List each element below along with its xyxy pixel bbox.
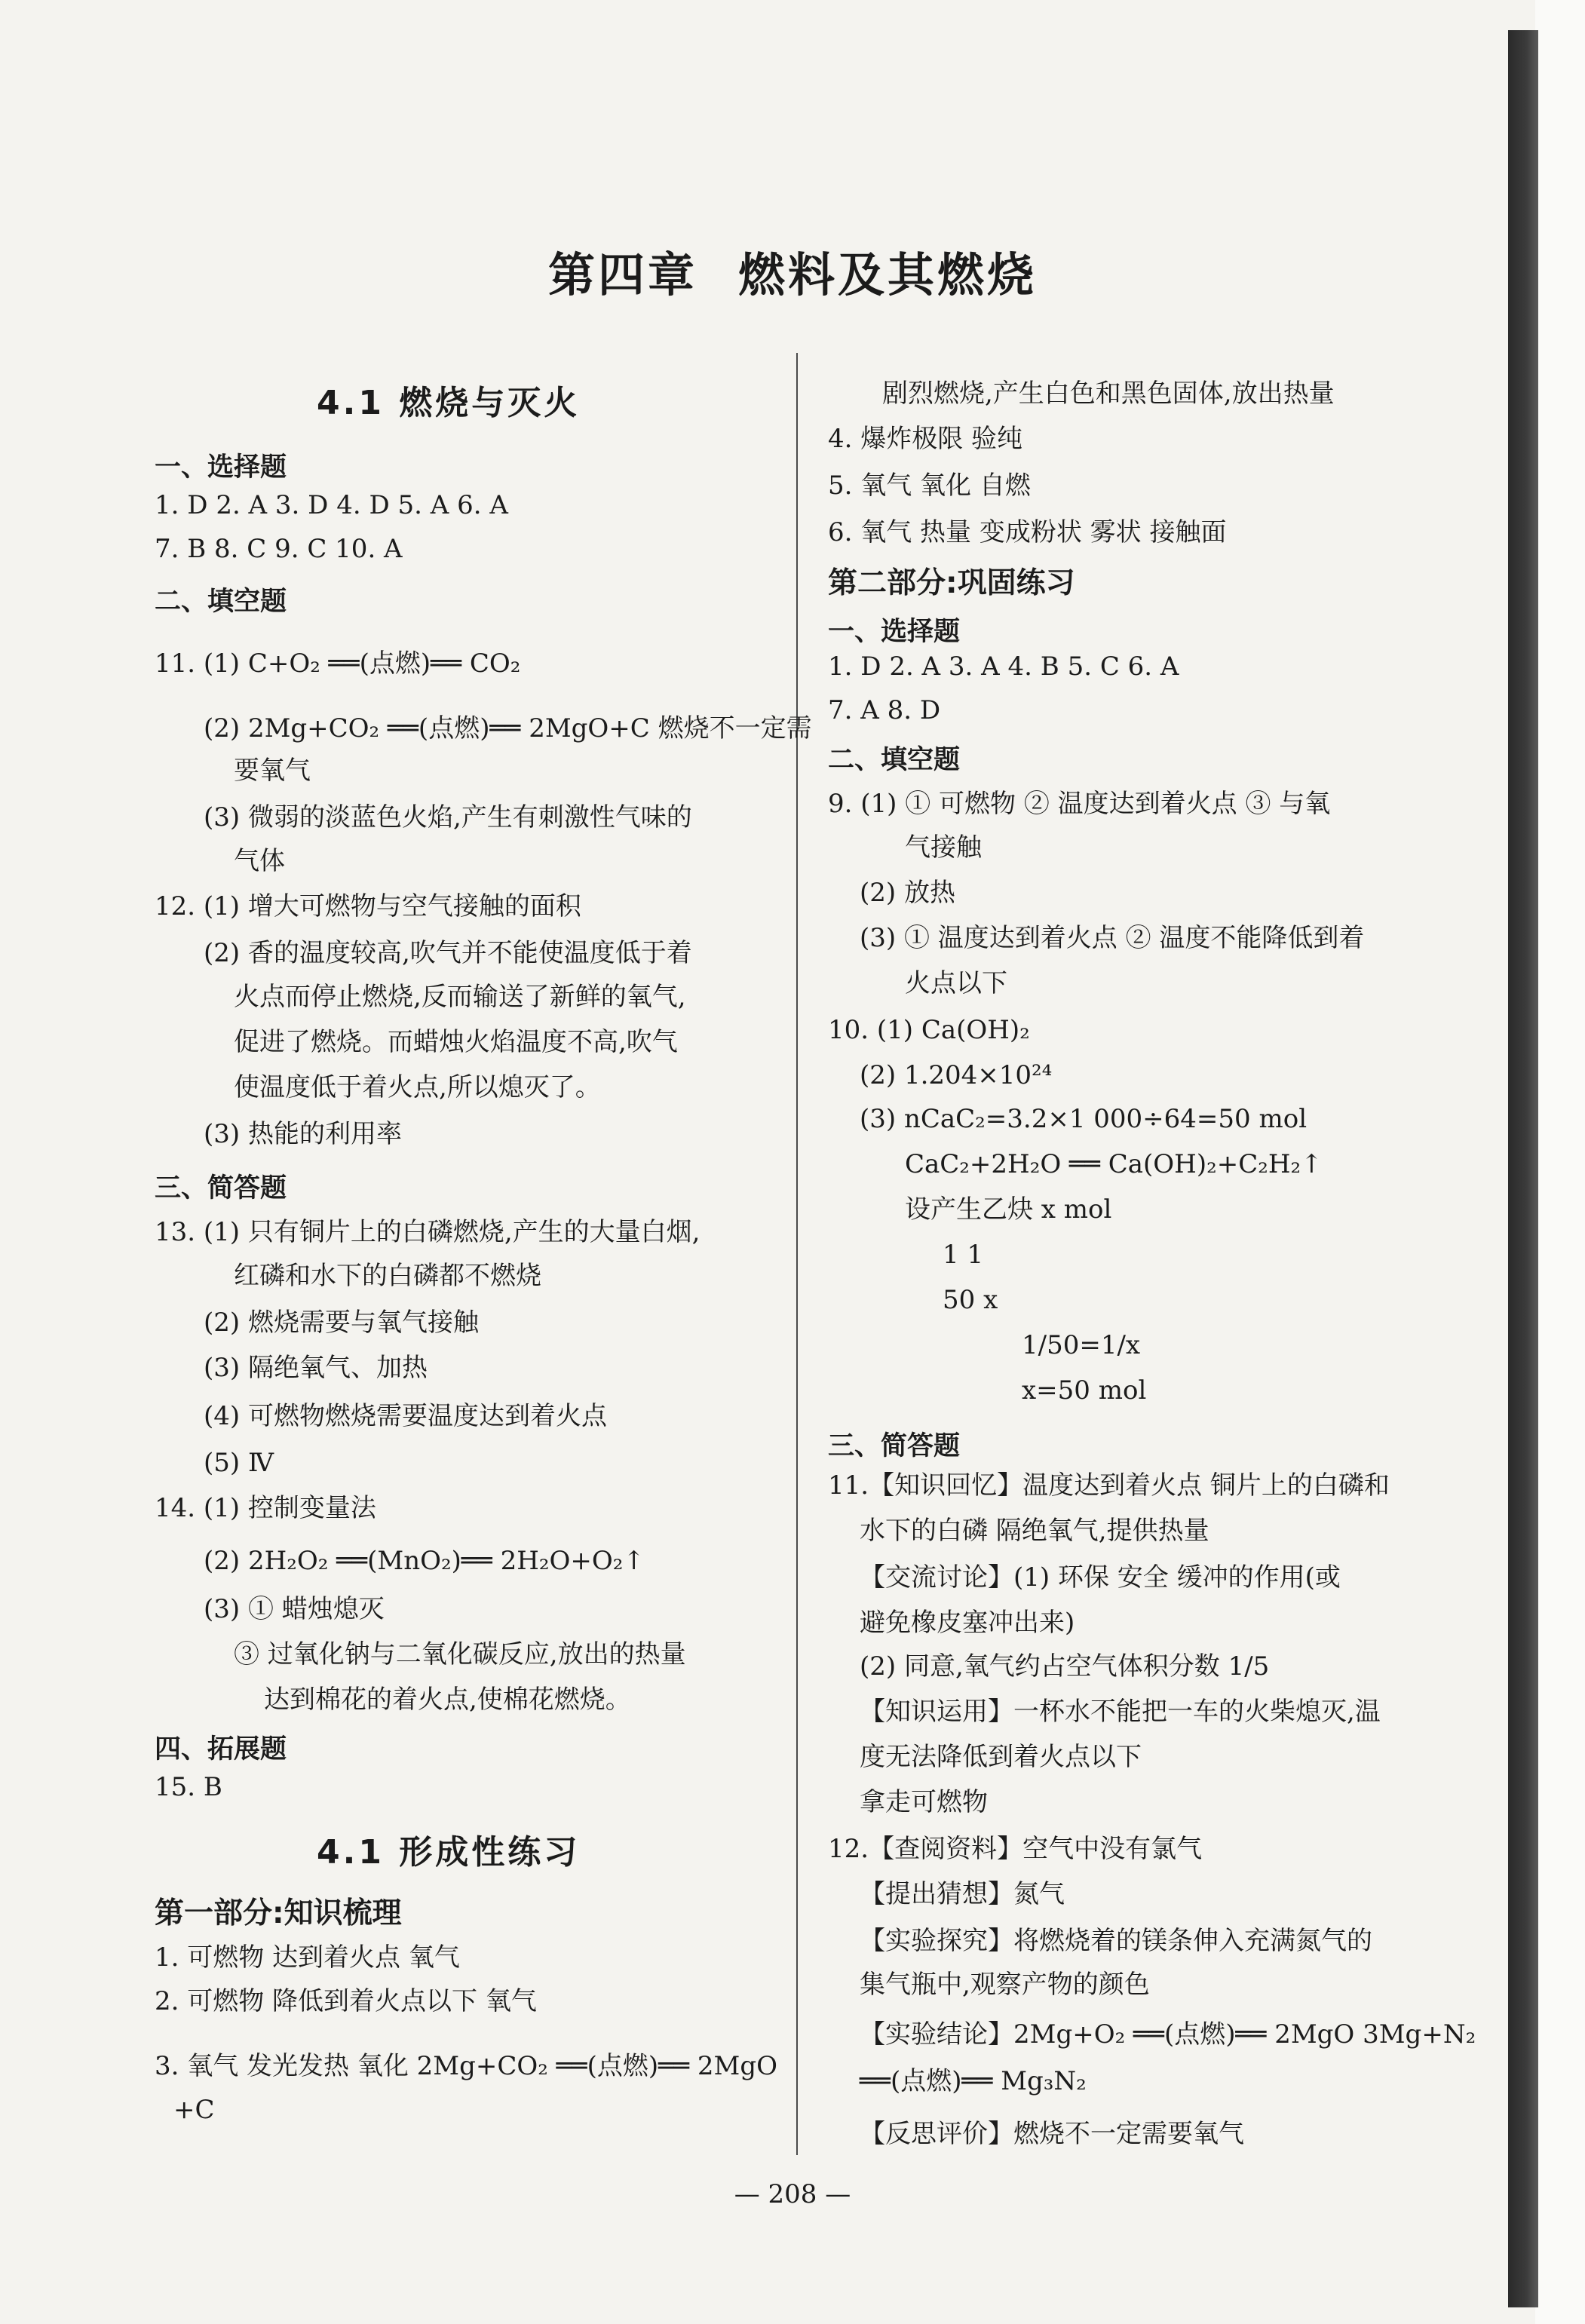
- answer-line: 使温度低于着火点,所以熄灭了。: [234, 1072, 601, 1102]
- answer-line: 拿走可燃物: [860, 1787, 988, 1817]
- answer-line: 50 x: [943, 1285, 998, 1315]
- section-heading: 三、简答题: [828, 1431, 961, 1461]
- answer-line: 5. 氧气 氧化 自燃: [828, 471, 1031, 501]
- answer-line: 11.【知识回忆】温度达到着火点 铜片上的白磷和: [828, 1470, 1390, 1501]
- binding-shadow: [1508, 30, 1538, 2307]
- answer-line: (2) 同意,氧气约占空气体积分数 1/5: [860, 1651, 1270, 1682]
- answer-line: 7. B 8. C 9. C 10. A: [155, 534, 403, 564]
- answer-line: ══(点燃)══ Mg₃N₂: [860, 2066, 1087, 2096]
- answer-line: ③ 过氧化钠与二氧化碳反应,放出的热量: [234, 1639, 686, 1669]
- answer-line: 14. (1) 控制变量法: [155, 1493, 376, 1523]
- section-heading: 一、选择题: [828, 617, 961, 647]
- chapter-name: 燃料及其燃烧: [738, 247, 1038, 302]
- answer-line: (2) 1.204×10²⁴: [860, 1060, 1053, 1090]
- section-heading: 二、填空题: [828, 745, 961, 775]
- answer-line: 气体: [234, 846, 285, 876]
- page-number: — 208 —: [734, 2179, 851, 2209]
- section-heading: 二、填空题: [155, 587, 287, 617]
- answer-line: (3) 隔绝氧气、加热: [204, 1353, 428, 1383]
- answer-line: 【知识运用】一杯水不能把一车的火柴熄灭,温: [860, 1697, 1381, 1727]
- answer-line: 【实验探究】将燃烧着的镁条伸入充满氮气的: [860, 1926, 1372, 1956]
- answer-line: 水下的白磷 隔绝氧气,提供热量: [860, 1516, 1209, 1546]
- answer-line: 设产生乙炔 x mol: [905, 1194, 1112, 1225]
- section-title: 4.1 形成性练习: [317, 1833, 581, 1872]
- answer-line: 气接触: [905, 832, 982, 863]
- answer-line: x=50 mol: [1022, 1375, 1147, 1406]
- answer-line: 10. (1) Ca(OH)₂: [828, 1015, 1030, 1045]
- answer-line: 11. (1) C+O₂ ══(点燃)══ CO₂: [155, 648, 521, 679]
- section-heading: 第二部分:巩固练习: [828, 566, 1075, 600]
- answer-line: (3) 微弱的淡蓝色火焰,产生有刺激性气味的: [204, 802, 692, 832]
- answer-line: 【交流讨论】(1) 环保 安全 缓冲的作用(或: [860, 1562, 1341, 1593]
- answer-line: 【提出猜想】氮气: [860, 1879, 1065, 1909]
- answer-line: 13. (1) 只有铜片上的白磷燃烧,产生的大量白烟,: [155, 1217, 701, 1247]
- answer-line: 度无法降低到着火点以下: [860, 1742, 1142, 1772]
- section-heading: 第一部分:知识梳理: [155, 1896, 402, 1930]
- answer-line: (3) ① 温度达到着火点 ② 温度不能降低到着: [860, 923, 1365, 953]
- answer-line: (2) 香的温度较高,吹气并不能使温度低于着: [204, 938, 692, 968]
- answer-line: 【反思评价】燃烧不一定需要氧气: [860, 2119, 1244, 2149]
- answer-line: CaC₂+2H₂O ══ Ca(OH)₂+C₂H₂↑: [905, 1149, 1323, 1179]
- section-heading: 三、简答题: [155, 1173, 287, 1203]
- answer-line: 达到棉花的着火点,使棉花燃烧。: [264, 1685, 631, 1715]
- answer-line: (3) 热能的利用率: [204, 1119, 402, 1149]
- answer-line: 1. D 2. A 3. A 4. B 5. C 6. A: [828, 652, 1179, 682]
- answer-line: 要氧气: [234, 756, 311, 786]
- answer-line: (4) 可燃物燃烧需要温度达到着火点: [204, 1401, 607, 1431]
- answer-line: 集气瓶中,观察产物的颜色: [860, 1970, 1150, 2000]
- answer-line: 避免橡皮塞冲出来): [860, 1608, 1075, 1638]
- answer-line: 7. A 8. D: [828, 695, 941, 725]
- answer-line: 2. 可燃物 降低到着火点以下 氧气: [155, 1986, 537, 2016]
- answer-line: 1. D 2. A 3. D 4. D 5. A 6. A: [155, 490, 508, 520]
- answer-line: (3) ① 蜡烛熄灭: [204, 1594, 385, 1624]
- page-edge: [1535, 0, 1585, 2324]
- answer-line: +C: [173, 2095, 215, 2125]
- answer-line: 剧烈燃烧,产生白色和黑色固体,放出热量: [882, 379, 1335, 409]
- chapter-title: [0, 238, 1585, 305]
- answer-line: 3. 氧气 发光发热 氧化 2Mg+CO₂ ══(点燃)══ 2MgO: [155, 2051, 777, 2081]
- answer-line: (2) 2H₂O₂ ══(MnO₂)══ 2H₂O+O₂↑: [204, 1546, 645, 1576]
- answer-line: 6. 氧气 热量 变成粉状 雾状 接触面: [828, 517, 1227, 547]
- answer-line: 12.【查阅资料】空气中没有氯气: [828, 1834, 1203, 1864]
- column-divider: [796, 353, 798, 2155]
- answer-line: 9. (1) ① 可燃物 ② 温度达到着火点 ③ 与氧: [828, 789, 1331, 819]
- answer-line: 红磷和水下的白磷都不燃烧: [234, 1261, 541, 1291]
- answer-line: 1/50=1/x: [1022, 1330, 1141, 1360]
- answer-line: 【实验结论】2Mg+O₂ ══(点燃)══ 2MgO 3Mg+N₂: [860, 2019, 1476, 2050]
- section-heading: 一、选择题: [155, 452, 287, 483]
- answer-line: 15. B: [155, 1772, 222, 1802]
- section-heading: 四、拓展题: [155, 1734, 287, 1764]
- answer-line: (5) Ⅳ: [204, 1448, 274, 1478]
- answer-line: (2) 燃烧需要与氧气接触: [204, 1308, 479, 1338]
- answer-line: (2) 2Mg+CO₂ ══(点燃)══ 2MgO+C 燃烧不一定需: [204, 713, 812, 743]
- answer-line: (2) 放热: [860, 878, 955, 908]
- answer-line: 1. 可燃物 达到着火点 氧气: [155, 1942, 460, 1973]
- section-title: 4.1 燃烧与灭火: [317, 384, 581, 422]
- answer-line: 火点而停止燃烧,反而输送了新鲜的氧气,: [234, 982, 686, 1012]
- answer-line: 12. (1) 增大可燃物与空气接触的面积: [155, 891, 581, 921]
- answer-line: 火点以下: [905, 968, 1007, 998]
- chapter-number: 第四章: [547, 247, 697, 302]
- answer-line: (3) nCaC₂=3.2×1 000÷64=50 mol: [860, 1104, 1308, 1134]
- answer-line: 4. 爆炸极限 验纯: [828, 424, 1023, 454]
- answer-line: 促进了燃烧。而蜡烛火焰温度不高,吹气: [234, 1027, 678, 1057]
- answer-line: 1 1: [943, 1240, 984, 1270]
